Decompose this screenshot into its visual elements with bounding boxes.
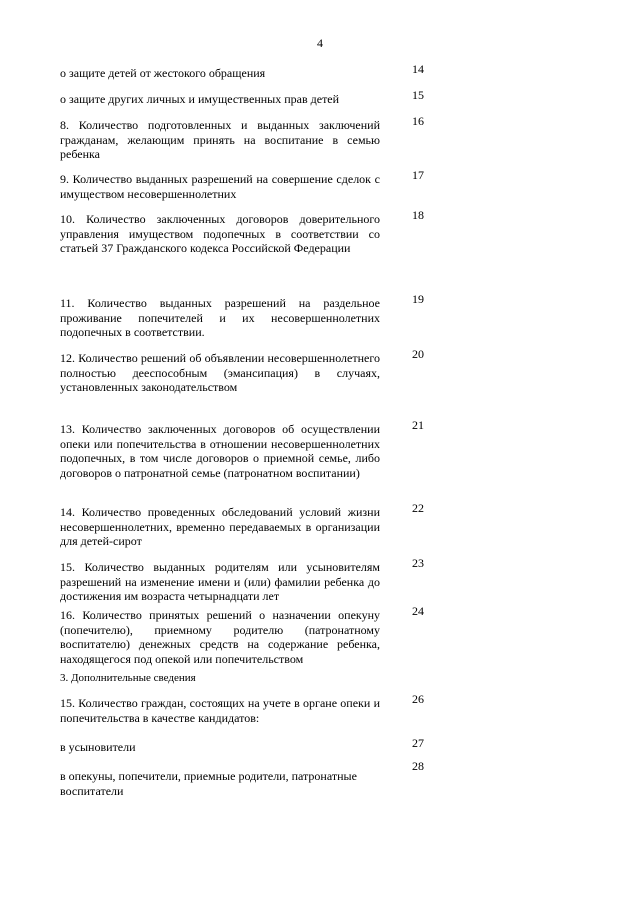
item-text: 14. Количество проведенных обследований условий жизни несовершеннолетних, временно передаваемых в организации для детей-сирот	[60, 505, 380, 549]
item-text: 12. Количество решений об объявлении несовершеннолетнего полностью дееспособным (эмансипация) в случаях, установленных законодательством	[60, 351, 380, 395]
item-code: 14	[412, 62, 424, 76]
item-text: в усыновители	[60, 740, 136, 754]
item-text: 15. Количество граждан, состоящих на учете в органе опеки и попечительства в качестве кандидатов:	[60, 696, 380, 725]
item-text: о защите детей от жестокого обращения	[60, 66, 266, 80]
item-code: 21	[412, 418, 424, 432]
item-code: 26	[412, 692, 424, 706]
item-text: 11. Количество выданных разрешений на раздельное проживание попечителей и их несовершеннолетних подопечных в соответствии.	[60, 296, 380, 340]
item-code: 17	[412, 168, 424, 182]
item-text: о защите других личных и имущественных прав детей	[60, 92, 340, 106]
item-code: 23	[412, 556, 424, 570]
item-text: 8. Количество подготовленных и выданных заключений гражданам, желающим принять на воспитание в семью ребенка	[60, 118, 380, 162]
item-text: в опекуны, попечители, приемные родители, патронатные воспитатели	[60, 769, 357, 798]
item-text: 16. Количество принятых решений о назначении опекуну (попечителю), приемному родителю (патронатному воспитателю) денежных средств на содержание ребенка, находящегося под опекой или попечительством	[60, 608, 380, 666]
page-number: 4	[317, 36, 323, 50]
item-text: 10. Количество заключенных договоров доверительного управления имуществом подопечных в соответствии со статьей 37 Гражданского кодекса Российской Федерации	[60, 212, 380, 256]
item-code: 24	[412, 604, 424, 618]
item-code: 22	[412, 501, 424, 515]
item-text: 9. Количество выданных разрешений на совершение сделок с имуществом несовершеннолетних	[60, 172, 380, 201]
item-code: 28	[412, 759, 424, 773]
item-code: 19	[412, 292, 424, 306]
item-code: 16	[412, 114, 424, 128]
item-code: 20	[412, 347, 424, 361]
item-code: 18	[412, 208, 424, 222]
item-code: 27	[412, 736, 424, 750]
section-title: 3. Дополнительные сведения	[60, 672, 196, 684]
item-text: 15. Количество выданных родителям или усыновителям разрешений на изменение имени и (или) фамилии ребенка до достижения им возраста четырнадцати лет	[60, 560, 380, 604]
item-text: 13. Количество заключенных договоров об осуществлении опеки или попечительства в отношении несовершеннолетних подопечных, в том числе договоров о приемной семье, либо договоров о патронатной семье (патронатном воспитании)	[60, 422, 380, 480]
item-code: 15	[412, 88, 424, 102]
